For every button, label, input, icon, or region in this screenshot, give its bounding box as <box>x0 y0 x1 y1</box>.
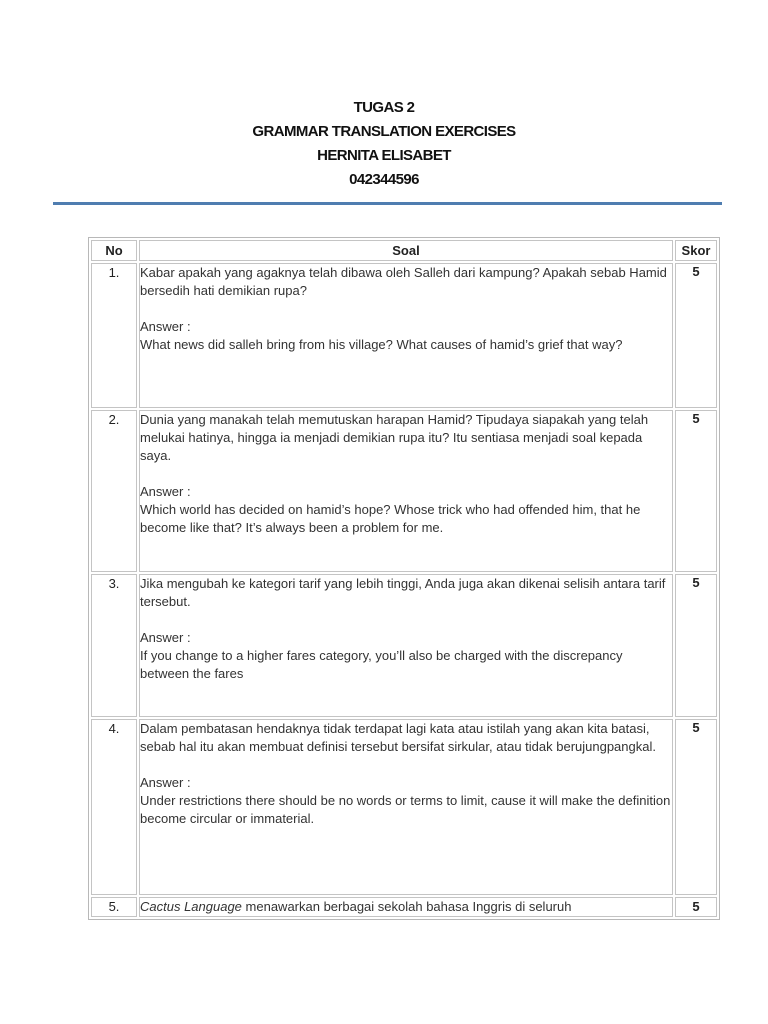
column-header-skor: Skor <box>675 240 717 261</box>
column-header-no: No <box>91 240 137 261</box>
row-number: 1. <box>91 263 137 408</box>
header-divider <box>53 202 722 205</box>
answer-label: Answer : <box>140 630 191 645</box>
row-number: 3. <box>91 574 137 717</box>
question-text: Dunia yang manakah telah memutuskan harapan Hamid? Tipudaya siapakah yang telah melukai hatinya, hingga ia menjadi demikian rupa itu? Itu sentiasa menjadi soal kepada saya. <box>140 412 649 463</box>
question-text: Dalam pembatasan hendaknya tidak terdapat lagi kata atau istilah yang akan kita batasi, sebab hal itu akan membuat definisi tersebut bersifat sirkular, atau tidak berujungpangkal. <box>140 721 656 754</box>
exercise-title: GRAMMAR TRANSLATION EXERCISES <box>252 123 516 140</box>
question-cell <box>139 719 673 895</box>
question-cell <box>139 263 673 408</box>
row-number: 4. <box>91 719 137 895</box>
question-text: Jika mengubah ke kategori tarif yang lebih tinggi, Anda juga akan dikenai selisih antara tarif tersebut. <box>140 576 666 609</box>
score-cell: 5 <box>675 719 717 895</box>
column-header-soal: Soal <box>139 240 673 261</box>
answer-text: Which world has decided on hamid’s hope? Whose trick who had offended him, that he become like that? It’s always been a problem for me. <box>140 502 641 535</box>
table-row <box>91 719 717 895</box>
answer-label: Answer : <box>140 484 191 499</box>
score-cell: 5 <box>675 410 717 572</box>
score-cell: 5 <box>675 574 717 717</box>
score-cell: 5 <box>675 263 717 408</box>
question-text: menawarkan berbagai sekolah bahasa Inggris di seluruh <box>241 899 572 914</box>
row-number: 5. <box>91 897 137 917</box>
answer-label: Answer : <box>140 319 191 334</box>
answer-text: Under restrictions there should be no words or terms to limit, cause it will make the definition become circular or immaterial. <box>140 793 671 826</box>
question-text: Kabar apakah yang agaknya telah dibawa oleh Salleh dari kampung? Apakah sebab Hamid bersedih hati demikian rupa? <box>140 265 667 298</box>
question-cell <box>139 574 673 717</box>
question-cell <box>139 410 673 572</box>
answer-label: Answer : <box>140 775 191 790</box>
question-cell <box>139 897 673 917</box>
table-row <box>91 574 717 717</box>
student-id: 042344596 <box>349 171 419 188</box>
assignment-title: TUGAS 2 <box>353 99 415 116</box>
answer-text: What news did salleh bring from his village? What causes of hamid’s grief that way? <box>140 337 623 352</box>
student-name: HERNITA ELISABET <box>317 147 451 164</box>
document-header <box>0 96 768 192</box>
question-italic-text: Cactus Language <box>140 899 242 914</box>
answer-text: If you change to a higher fares category, you’ll also be charged with the discrepancy between the fares <box>140 648 623 681</box>
table-header-row <box>91 240 717 261</box>
score-cell: 5 <box>675 897 717 917</box>
table-row <box>91 410 717 572</box>
exercise-table <box>88 237 720 920</box>
row-number: 2. <box>91 410 137 572</box>
table-row <box>91 263 717 408</box>
table-row <box>91 897 717 917</box>
